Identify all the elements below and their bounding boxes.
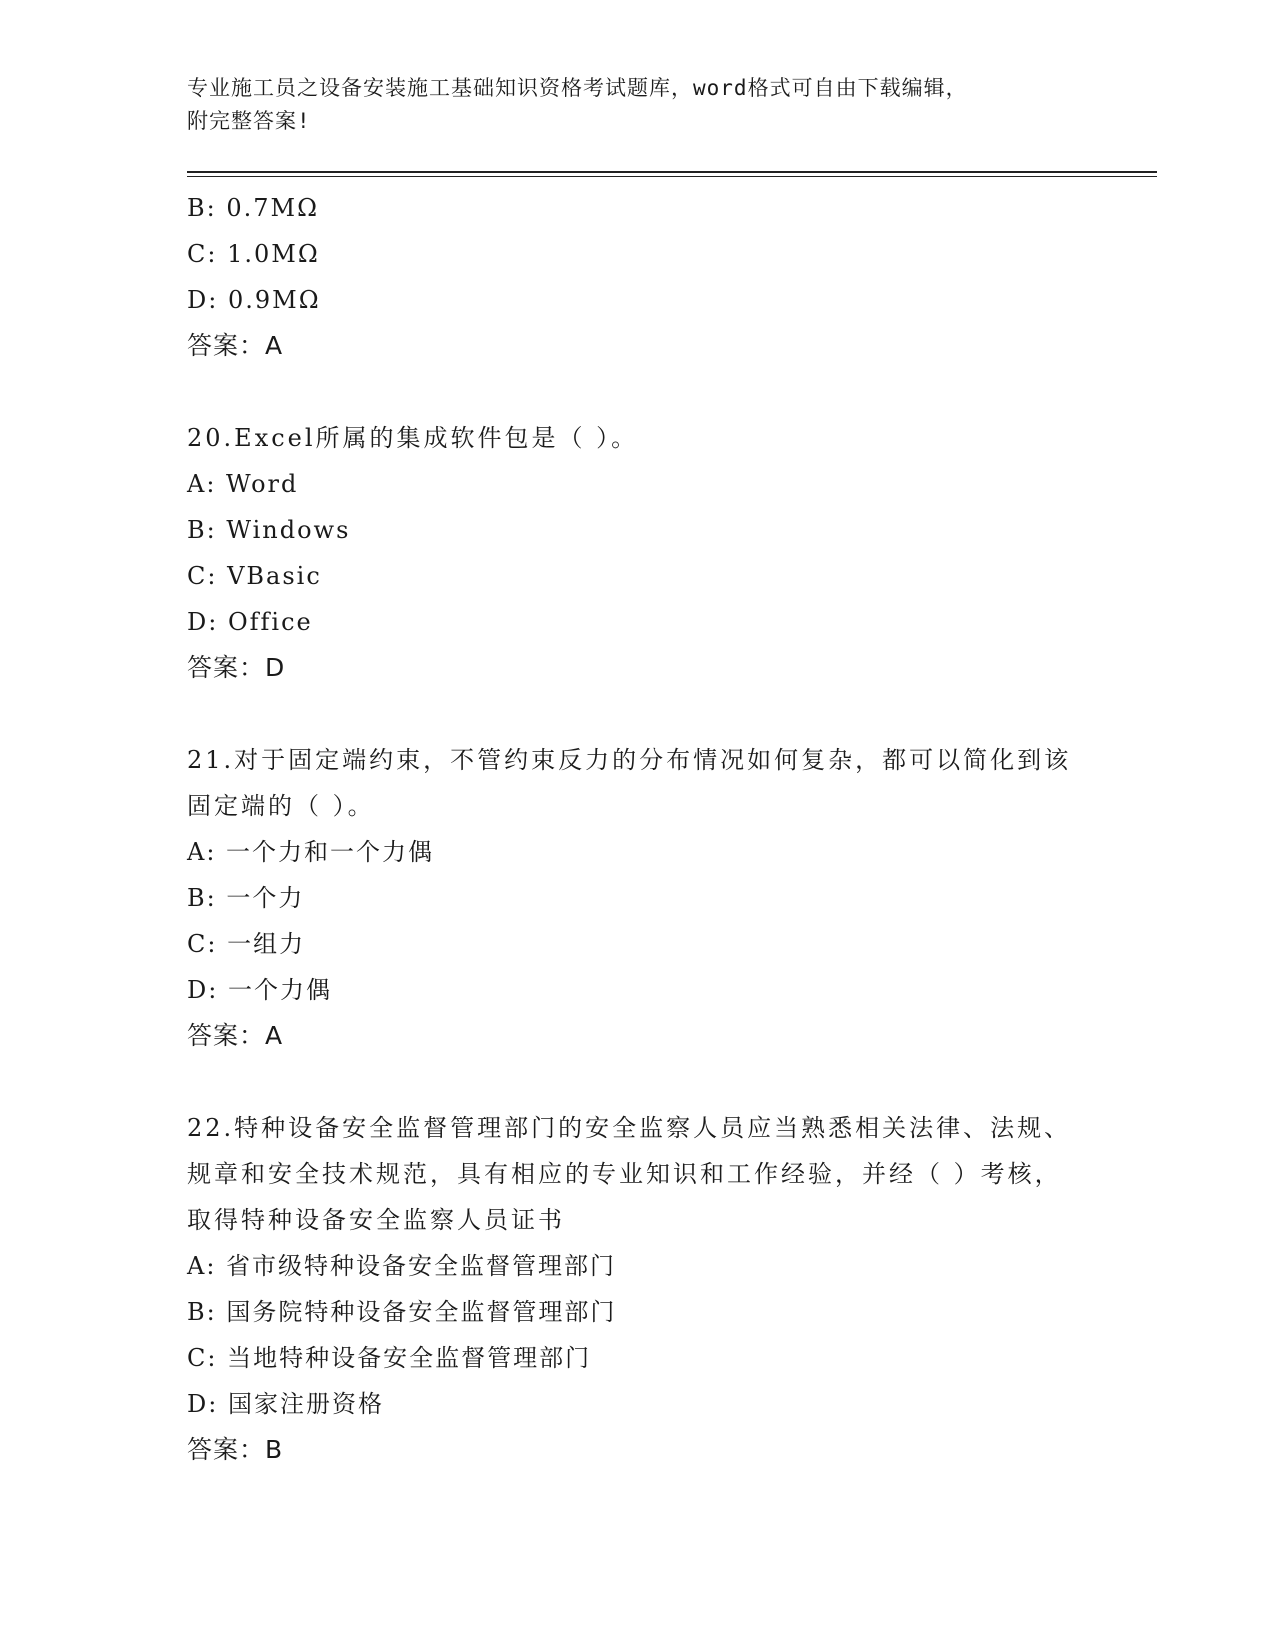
header-line-1: 专业施工员之设备安装施工基础知识资格考试题库，word格式可自由下载编辑， bbox=[187, 76, 968, 100]
spacer bbox=[187, 691, 1157, 737]
option-b: B: Windows bbox=[187, 516, 351, 544]
option-d: D: Office bbox=[187, 608, 313, 636]
option-b: B: 一个力 bbox=[187, 884, 305, 912]
answer: 答案：B bbox=[187, 1435, 284, 1464]
option-c: C: 一组力 bbox=[187, 930, 306, 958]
option-c: C: 1.0MΩ bbox=[187, 240, 320, 268]
question-19-tail bbox=[187, 185, 1157, 369]
question-text: 22.特种设备安全监督管理部门的安全监察人员应当熟悉相关法律、法规、规章和安全技术规范，具有相应的专业知识和工作经验，并经（ ）考核，取得特种设备安全监察人员证书 bbox=[187, 1114, 1072, 1234]
spacer bbox=[187, 369, 1157, 415]
question-20 bbox=[187, 415, 1157, 691]
question-text: 21.对于固定端约束，不管约束反力的分布情况如何复杂，都可以简化到该固定端的（ ）。 bbox=[187, 746, 1072, 820]
answer: 答案：A bbox=[187, 1021, 284, 1050]
header-divider bbox=[187, 171, 1157, 177]
document-header bbox=[187, 72, 1047, 138]
option-b: B: 国务院特种设备安全监督管理部门 bbox=[187, 1298, 617, 1326]
question-21 bbox=[187, 737, 1157, 1059]
header-line-2: 附完整答案! bbox=[187, 109, 311, 133]
option-d: D: 国家注册资格 bbox=[187, 1390, 384, 1418]
option-a: A: Word bbox=[187, 470, 299, 498]
answer: 答案：D bbox=[187, 653, 286, 682]
option-a: A: 一个力和一个力偶 bbox=[187, 838, 435, 866]
question-22 bbox=[187, 1105, 1157, 1473]
option-a: A: 省市级特种设备安全监督管理部门 bbox=[187, 1252, 617, 1280]
spacer bbox=[187, 1059, 1157, 1105]
option-c: C: VBasic bbox=[187, 562, 322, 590]
document-page bbox=[187, 72, 1157, 1473]
option-d: D: 一个力偶 bbox=[187, 976, 332, 1004]
answer: 答案：A bbox=[187, 331, 284, 360]
option-c: C: 当地特种设备安全监督管理部门 bbox=[187, 1344, 592, 1372]
question-text: 20.Excel所属的集成软件包是（ ）。 bbox=[187, 424, 639, 452]
option-d: D: 0.9MΩ bbox=[187, 286, 321, 314]
option-b: B: 0.7MΩ bbox=[187, 194, 319, 222]
